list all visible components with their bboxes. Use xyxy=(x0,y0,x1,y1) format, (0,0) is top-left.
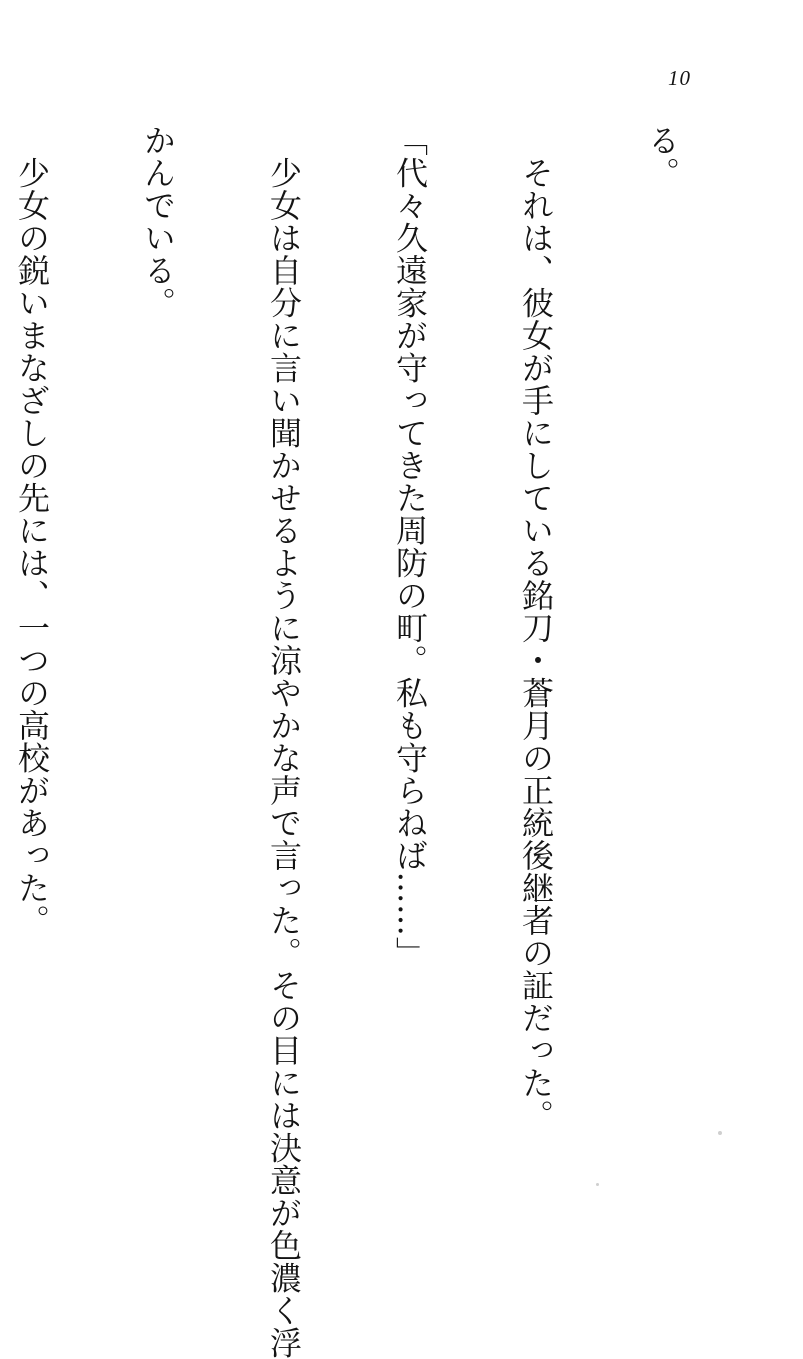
scan-speck xyxy=(596,1183,599,1186)
text-line: それは、彼女が手にしている銘刀・蒼月の正統後継者の証だった。 xyxy=(517,124,555,1132)
body-text xyxy=(0,124,767,1359)
page-number: 10 xyxy=(668,66,691,90)
scan-speck xyxy=(718,1131,722,1135)
text-line: かんでいる。 xyxy=(139,124,177,319)
text-line: 少女は自分に言い聞かせるように涼やかな声で言った。その目には決意が色濃く浮 xyxy=(265,124,303,1359)
text-line: 「代々久遠家が守ってきた周防の町。私も守らねば……」 xyxy=(391,124,429,969)
text-line: 少女の鋭いまなざしの先には、一つの高校があった。 xyxy=(13,124,51,937)
text-line: る。 xyxy=(643,124,681,189)
